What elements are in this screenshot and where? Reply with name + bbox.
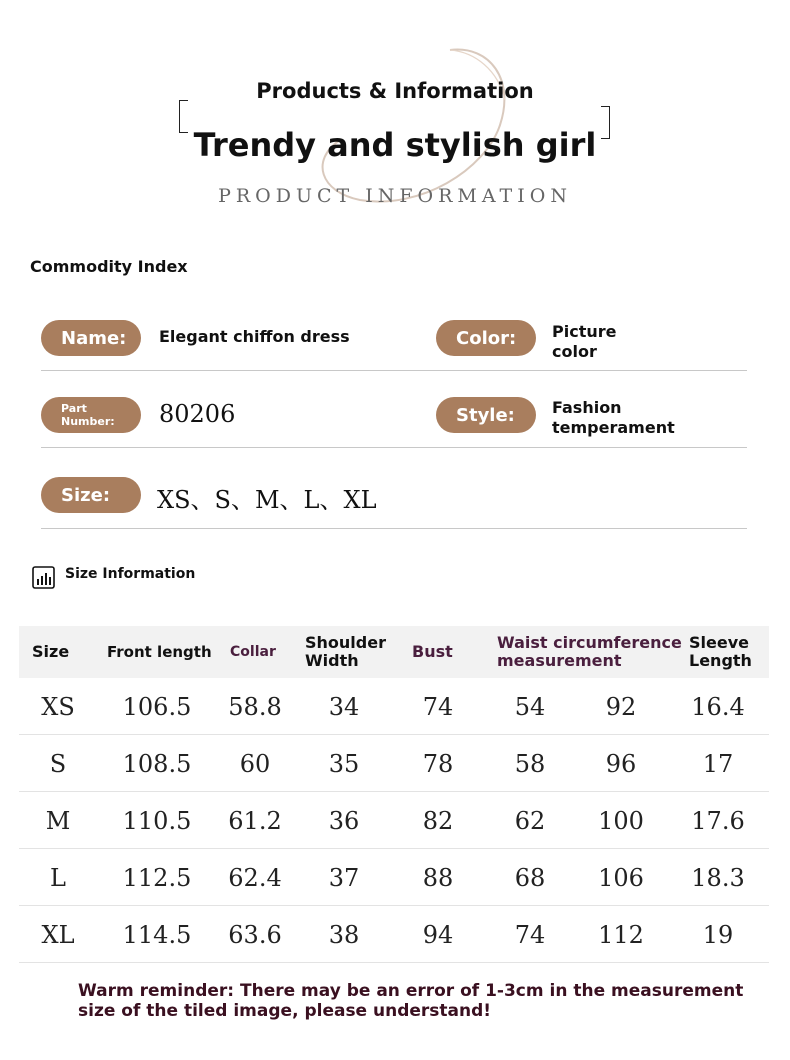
header-sleeve-length <box>689 626 752 678</box>
table-row <box>19 735 769 792</box>
table-cell: 96 <box>605 749 637 778</box>
header-english-caption: PRODUCT INFORMATION <box>218 185 572 207</box>
table-cell: 74 <box>514 920 546 949</box>
header-size: Size <box>32 642 70 661</box>
table-cell: 17 <box>702 749 734 778</box>
style-label-pill: Style: <box>436 397 536 433</box>
reminder-line-2: size of the tiled image, please understand! <box>78 1001 492 1021</box>
table-cell: 58 <box>514 749 546 778</box>
header-sleeve-line-2: Length <box>689 651 752 670</box>
header-waist-circumference <box>497 626 682 678</box>
size-label-pill: Size: <box>41 477 141 513</box>
color-value <box>552 322 616 362</box>
table-cell: 108.5 <box>122 749 192 778</box>
table-cell: 62.4 <box>228 863 282 892</box>
table-cell: 88 <box>422 863 454 892</box>
table-cell: 54 <box>514 692 546 721</box>
table-cell: 100 <box>598 806 644 835</box>
header-shoulder-line-1: Shoulder <box>305 633 386 652</box>
reminder-line-1: Warm reminder: There may be an error of 1-3cm in the measurement <box>78 981 744 1001</box>
table-cell: 106.5 <box>122 692 192 721</box>
table-cell: 94 <box>422 920 454 949</box>
table-cell: XS <box>41 692 75 721</box>
table-cell: XL <box>41 920 75 949</box>
divider <box>41 528 747 529</box>
table-cell: L <box>50 863 66 892</box>
table-cell: M <box>45 806 71 835</box>
style-value-line-1: Fashion <box>552 398 622 417</box>
header-collar: Collar <box>230 644 276 660</box>
table-cell: 37 <box>328 863 360 892</box>
table-cell: 18.3 <box>691 863 745 892</box>
table-body <box>19 678 769 963</box>
table-cell: 58.8 <box>228 692 282 721</box>
divider <box>41 370 747 371</box>
name-label-pill: Name: <box>41 320 141 356</box>
warm-reminder <box>78 981 758 1021</box>
table-cell: 36 <box>328 806 360 835</box>
header-bust: Bust <box>412 642 453 661</box>
style-value-line-2: temperament <box>552 418 675 437</box>
header-front-length: Front length <box>107 643 212 661</box>
bar-chart-icon <box>32 566 55 589</box>
style-value <box>552 398 675 438</box>
table-header <box>19 626 769 678</box>
table-row <box>19 906 769 963</box>
table-cell: S <box>49 749 67 778</box>
table-cell: 17.6 <box>691 806 745 835</box>
table-cell: 82 <box>422 806 454 835</box>
part-label-line-2: Number: <box>61 415 115 428</box>
table-cell: 60 <box>239 749 271 778</box>
table-cell: 110.5 <box>122 806 192 835</box>
table-cell: 114.5 <box>122 920 192 949</box>
size-information-title: Size Information <box>65 566 196 582</box>
part-number-value: 80206 <box>159 400 236 428</box>
header-subtitle: Products & Information <box>256 79 534 103</box>
table-cell: 35 <box>328 749 360 778</box>
header-waist-line-1: Waist circumference <box>497 633 682 652</box>
table-row <box>19 678 769 735</box>
divider <box>41 447 747 448</box>
header-waist-line-2: measurement <box>497 651 622 670</box>
table-cell: 16.4 <box>691 692 745 721</box>
part-label-line-1: Part <box>61 402 87 415</box>
table-row <box>19 792 769 849</box>
table-cell: 106 <box>598 863 644 892</box>
table-cell: 38 <box>328 920 360 949</box>
table-cell: 62 <box>514 806 546 835</box>
size-value: XS、S、M、L、XL <box>157 486 377 514</box>
page-title: Trendy and stylish girl <box>193 126 597 164</box>
commodity-index-title: Commodity Index <box>30 257 188 276</box>
table-cell: 112.5 <box>122 863 192 892</box>
table-cell: 78 <box>422 749 454 778</box>
table-cell: 112 <box>598 920 644 949</box>
table-cell: 92 <box>605 692 637 721</box>
name-value: Elegant chiffon dress <box>159 327 350 346</box>
header-sleeve-line-1: Sleeve <box>689 633 749 652</box>
table-cell: 63.6 <box>228 920 282 949</box>
table-cell: 19 <box>702 920 734 949</box>
table-cell: 61.2 <box>228 806 282 835</box>
table-cell: 74 <box>422 692 454 721</box>
header-shoulder-line-2: Width <box>305 651 359 670</box>
part-number-label-pill <box>41 397 141 433</box>
size-table <box>19 626 769 963</box>
color-label-pill: Color: <box>436 320 536 356</box>
table-cell: 34 <box>328 692 360 721</box>
table-cell: 68 <box>514 863 546 892</box>
color-value-line-1: Picture <box>552 322 617 341</box>
table-row <box>19 849 769 906</box>
header-shoulder-width <box>305 626 386 678</box>
color-value-line-2: color <box>552 342 597 361</box>
